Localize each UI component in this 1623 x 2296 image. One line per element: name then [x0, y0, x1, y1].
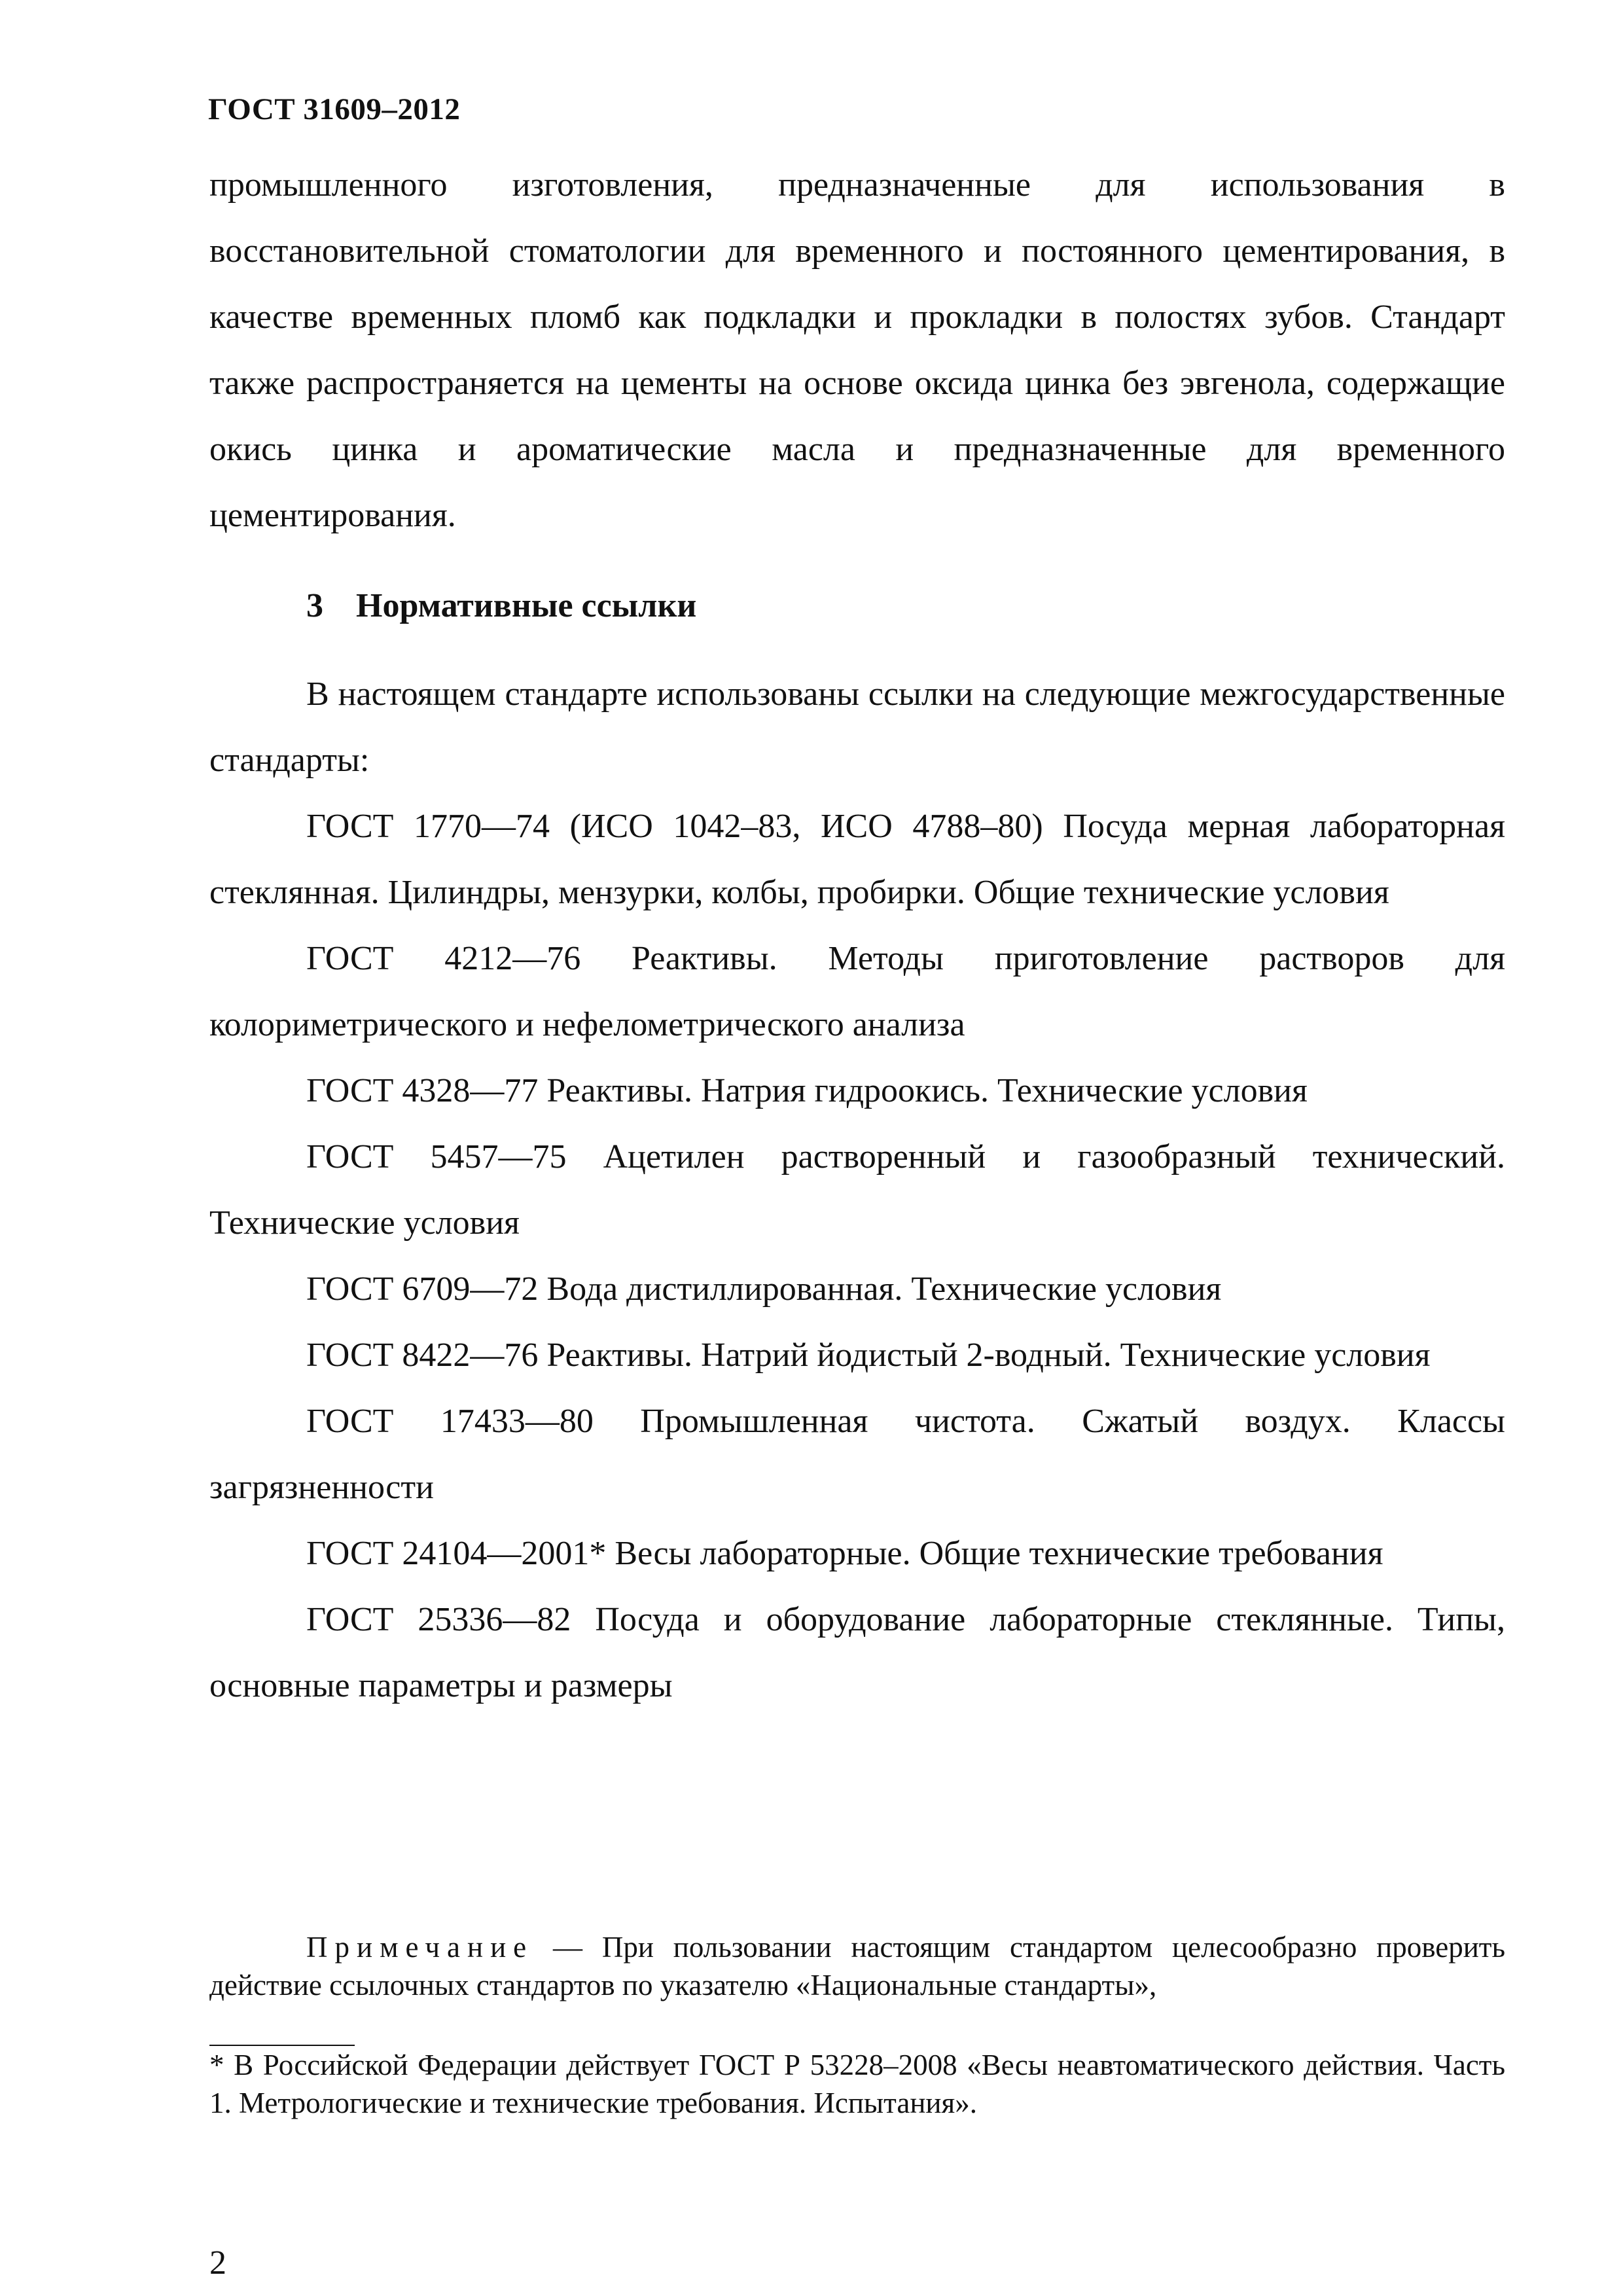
note-label: Примечание	[306, 1931, 534, 1964]
reference-item: ГОСТ 17433—80 Промышленная чистота. Сжатый воздух. Классы загрязненности	[209, 1403, 1505, 1506]
reference-item: ГОСТ 5457—75 Ацетилен растворенный и газообразный технический. Технические условия	[209, 1138, 1505, 1242]
footnote: * В Российской Федерации действует ГОСТ Р 53228–2008 «Весы неавтоматического действия. Часть 1. Метрологические и технические требования. Испытания».	[209, 2049, 1505, 2119]
section-lead: В настоящем стандарте использованы ссылки на следующие межгосударственные стандарты:	[209, 675, 1505, 779]
reference-item: ГОСТ 8422—76 Реактивы. Натрий йодистый 2-водный. Технические условия	[306, 1336, 1431, 1374]
intro-paragraph: промышленного изготовления, предназначенные для использования в восстановительной стоматологии для временного и постоянного цементирования, в качестве временных пломб как подкладки и прокладки в полостях зубов. Стандарт также распространяется на цементы на основе оксида цинка без эвгенола, содержащие окись цинка и ароматические масла и предназначенные для временного цементирования.	[209, 166, 1505, 534]
reference-item: ГОСТ 6709—72 Вода дистиллированная. Технические условия	[306, 1270, 1222, 1308]
reference-item: ГОСТ 4212—76 Реактивы. Методы приготовление растворов для колориметрического и нефелометрического анализа	[209, 940, 1505, 1043]
reference-item: ГОСТ 4328—77 Реактивы. Натрия гидроокись. Технические условия	[306, 1072, 1308, 1109]
reference-item: ГОСТ 1770—74 (ИСО 1042–83, ИСО 4788–80) Посуда мерная лабораторная стеклянная. Цилиндры, мензурки, колбы, пробирки. Общие технические условия	[209, 808, 1505, 911]
page-number: 2	[209, 2244, 226, 2282]
document-header: ГОСТ 31609–2012	[208, 92, 461, 126]
section-heading	[306, 586, 696, 625]
note-text: — При пользовании настоящим стандартом целесообразно проверить действие ссылочных стандартов по указателю «Национальные стандарты»,	[209, 1931, 1505, 2001]
references-block	[209, 661, 1505, 1719]
reference-item: ГОСТ 25336—82 Посуда и оборудование лабораторные стеклянные. Типы, основные параметры и размеры	[209, 1601, 1505, 1704]
section-title: Нормативные ссылки	[356, 587, 697, 624]
intro-paragraph-block	[209, 152, 1505, 548]
note-paragraph	[209, 1928, 1505, 2004]
reference-item: ГОСТ 24104—2001* Весы лабораторные. Общие технические требования	[306, 1535, 1383, 1572]
section-number: 3	[306, 587, 323, 624]
